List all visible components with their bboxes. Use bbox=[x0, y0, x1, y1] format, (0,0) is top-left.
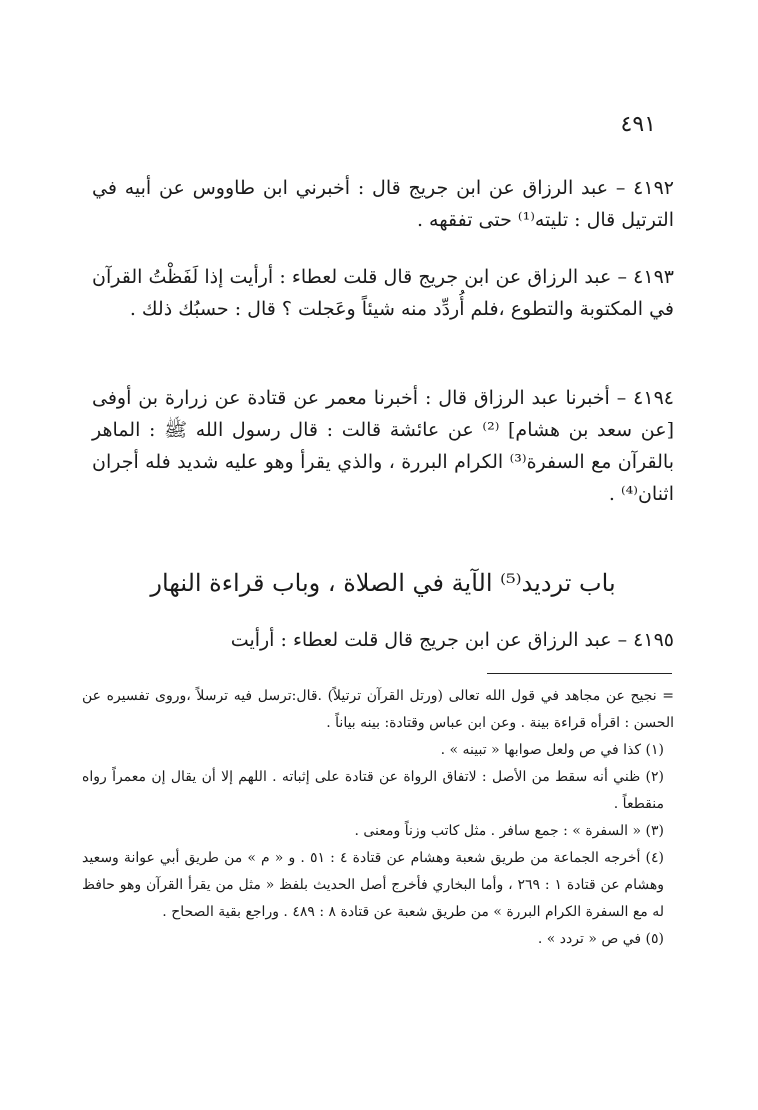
hadith-4195: ٤١٩٥ – عبد الرزاق عن ابن جريج قال قلت لعطاء : أرأيت bbox=[230, 629, 674, 651]
footnote-divider bbox=[487, 673, 672, 674]
footnote-3: (٣) « السفرة » : جمع سافر . مثل كاتب وزناً ومعنى . bbox=[354, 823, 664, 839]
section-heading: باب ترديد⁽⁵⁾ الآية في الصلاة ، وباب قراءة النهار bbox=[150, 569, 616, 597]
hadith-4192: ٤١٩٢ – عبد الرزاق عن ابن جريج قال : أخبرني ابن طاووس عن أبيه في الترتيل قال : تليته⁽¹⁾ حتى تفقهه . bbox=[92, 177, 674, 231]
footnotes bbox=[82, 683, 674, 953]
footnote-continuation: = نجيح عن مجاهد في قول الله تعالى (ورتل القرآن ترتيلاً) .قال:ترسل فيه ترسلاً ،وروى تفسيره عن الحسن : اقرأه قراءة بينة . وعن ابن عباس وقتادة: بينه بياناً . bbox=[82, 688, 674, 731]
footnote-2: (٢) ظني أنه سقط من الأصل : لاتفاق الرواة عن قتادة على إثباته . اللهم إلا أن يقال إن معمراً رواه منقطعاً . bbox=[82, 769, 664, 812]
hadith-4193: ٤١٩٣ – عبد الرزاق عن ابن جريج قال قلت لعطاء : أرأيت إذا لَفَظْتُ القرآن في المكتوبة والتطوع ،فلم أُردِّد منه شيئاً وعَجلت ؟ قال : حسبُك ذلك . bbox=[92, 266, 674, 320]
footnote-5: (٥) في ص « تردد » . bbox=[537, 931, 664, 947]
hadith-4194: ٤١٩٤ – أخبرنا عبد الرزاق قال : أخبرنا معمر عن قتادة عن زرارة بن أوفى [عن سعد بن هشام] ⁽²⁾ عن عائشة قالت : قال رسول الله ﷺ : الماهر بالقرآن مع السفرة⁽³⁾ الكرام البررة ، والذي يقرأ وهو عليه شديد فله أجران اثنان⁽⁴⁾ . bbox=[92, 387, 674, 505]
footnote-4: (٤) أخرجه الجماعة من طريق شعبة وهشام عن قتادة ٤ : ٥١ . و « م » من طريق أبي عوانة وسعيد وهشام عن قتادة ١ : ٢٦٩ ، وأما البخاري فأخرج أصل الحديث بلفظ « مثل من يقرأ القرآن وهو حافظ له مع السفرة الكرام البررة » من طريق شعبة عن قتادة ٨ : ٤٨٩ . وراجع بقية الصحاح . bbox=[82, 850, 665, 920]
page-number: ٤٩١ bbox=[620, 112, 656, 137]
footnote-1: (١) كذا في ص ولعل صوابها « تبينه » . bbox=[440, 742, 664, 758]
